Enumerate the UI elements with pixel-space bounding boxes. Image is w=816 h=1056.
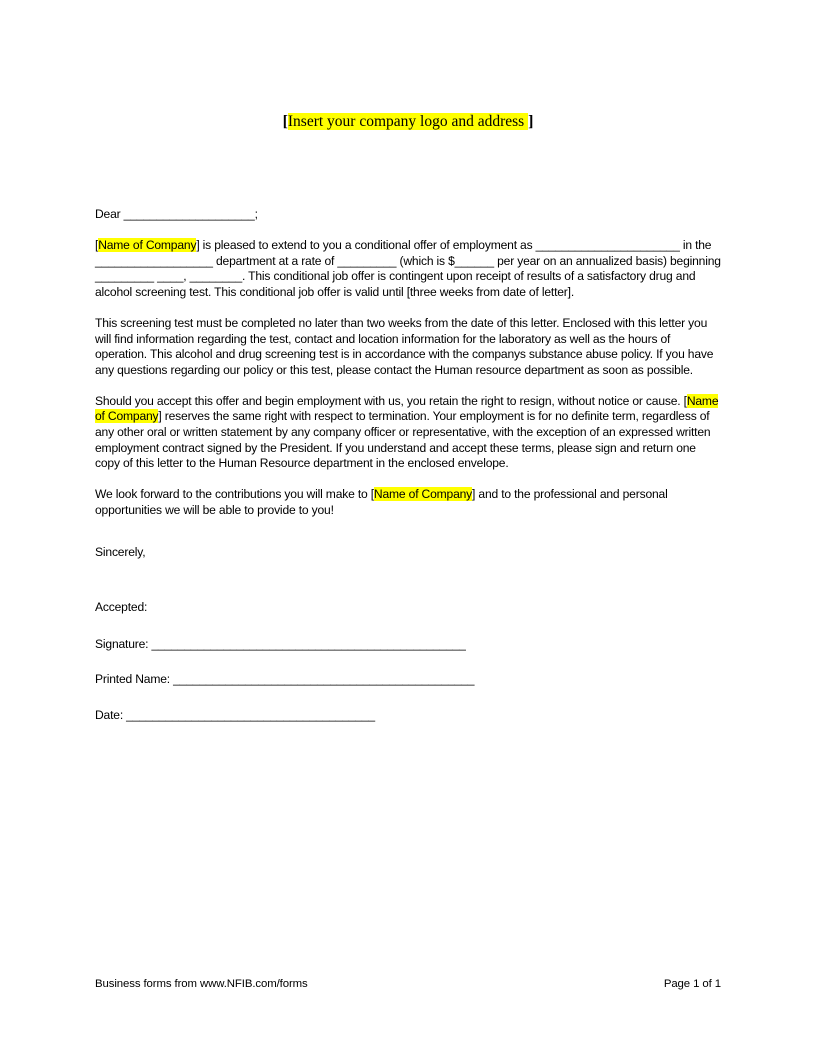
header-close-bracket: ] [528,113,534,130]
p4-text-after: ] and to the professional and personal opportunities we will be able to provide to you! [95,487,668,517]
accepted-heading: Accepted: [95,600,148,615]
footer-page-number: Page 1 of 1 [663,978,721,990]
company-logo-placeholder [0,112,816,132]
p3-text-after: ] reserves the same right with respect to termination. Your employment is for no definite term, regardless of any other oral or written statement by any company officer or representative, with the exception of an expressed written employment contract signed by the President. If you understand and accept these terms, please sign and return one copy of this letter to the Human Resource department in the enclosed envelope. [95,409,711,471]
paragraph-offer [95,238,721,300]
header-placeholder-text: Insert your company logo and address [288,113,528,130]
header-open-bracket: [ [282,113,288,130]
paragraph-closing-remarks [95,487,721,518]
sincerely-line: Sincerely, [95,545,146,559]
spacer [95,576,721,600]
date-field[interactable]: Date: ______________________________________ [95,707,375,722]
company-name-placeholder: Name of Company [95,393,719,424]
salutation-line: Dear ____________________; [95,207,258,221]
page-footer [95,977,721,991]
p1-close-bracket: ] [196,238,200,253]
company-name-placeholder: Name of Company [373,487,473,502]
p1-text: is pleased to extend to you a conditional offer of employment as ______________________ in the __________________ department at a rate of _________ (which is $______ per year on an annualized basis) beginning _________ ____, ________. This conditional job offer is contingent upon receipt of results of a satisfactory drug and alcohol screening test. This conditional job offer is valid until [three weeks from date of letter]. [95,238,721,299]
paragraph-screening: This screening test must be completed no later than two weeks from the date of this letter. Enclosed with this letter you will find information regarding the test, contact and location information for the laboratory as well as the hours of operation. This alcohol and drug screening test is in accordance with the companys substance abuse policy. If you have any questions regarding our policy or this test, please contact the Human resource department as soon as possible. [95,315,714,377]
p3-text-before: Should you accept this offer and begin employment with us, you retain the right to resign, without notice or cause. [ [95,393,687,408]
company-name-placeholder: Name of Company [98,238,197,253]
footer-source-text: Business forms from www.NFIB.com/forms [95,978,308,990]
letter-body [95,207,721,743]
printed-name-field[interactable]: Printed Name: ______________________________________________ [95,672,475,687]
p1-open-bracket: [ [95,238,99,253]
p4-text-before: We look forward to the contributions you will make to [ [95,487,374,502]
paragraph-at-will [95,394,721,472]
signature-field[interactable]: Signature: ________________________________________________ [95,636,466,651]
spacer [95,534,721,545]
